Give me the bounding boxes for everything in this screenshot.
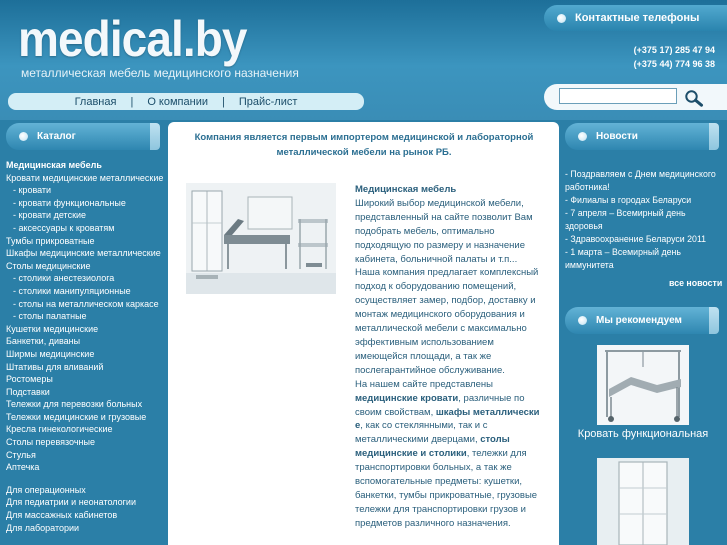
- nav-link-about[interactable]: О компании: [147, 95, 208, 108]
- article-paragraph: Наша компания предлагает комплексный подход к оборудованию помещений, осуществляет замер, подбор, доставку и монтаж медицинского оборудования и металлической мебели с максимально эффективным использованием имеющейся площади, а так же послегарантийное обслуживание.: [355, 267, 539, 376]
- bullet-icon: [19, 132, 28, 141]
- article-text: На нашем сайте представлены: [355, 378, 493, 390]
- nav-link-price-list[interactable]: Прайс-лист: [238, 95, 298, 108]
- article-text: , как со стеклянными, так и с металлическими дверцами,: [355, 420, 488, 446]
- link-beds[interactable]: медицинские кровати: [355, 392, 459, 404]
- news-header: [565, 123, 713, 150]
- catalog-subitem[interactable]: - столики манипуляционные: [13, 285, 131, 296]
- recommend-header: [565, 307, 713, 334]
- contacts-title: Контактные телефоны: [575, 12, 700, 24]
- catalog-item[interactable]: Столы перевязочные: [6, 437, 95, 448]
- catalog-item[interactable]: Стулья: [6, 449, 36, 460]
- catalog-item[interactable]: Подставки: [6, 386, 50, 397]
- nav-separator: |: [221, 95, 225, 108]
- news-item[interactable]: - 1 марта – Всемирный день иммунитета: [565, 247, 681, 270]
- main-content: [168, 122, 559, 545]
- medical-furniture-photo: [186, 183, 336, 294]
- catalog-item[interactable]: Столы медицинские: [6, 260, 91, 271]
- catalog-subitem[interactable]: - кровати детские: [13, 210, 87, 221]
- panel-edge: [709, 123, 719, 150]
- catalog-item[interactable]: Тележки для перевозки больных: [6, 399, 143, 410]
- catalog-item[interactable]: Шкафы медицинские металлические: [6, 248, 161, 259]
- article-text: , различные по своим свойствам,: [355, 392, 525, 418]
- top-navigation: [8, 93, 364, 110]
- bullet-icon: [578, 132, 587, 141]
- catalog-item[interactable]: Тумбы прикроватные: [6, 235, 95, 246]
- phone-numbers: [620, 43, 715, 71]
- all-news-link[interactable]: все новости: [669, 278, 723, 288]
- catalog-item[interactable]: Ростомеры: [6, 374, 53, 385]
- catalog-item[interactable]: Для массажных кабинетов: [6, 510, 118, 521]
- catalog-title: Каталог: [37, 131, 76, 142]
- link-cabinets[interactable]: шкафы металлически е: [355, 406, 540, 432]
- article-paragraph: [355, 378, 542, 531]
- catalog-item[interactable]: Для лаборатории: [6, 522, 80, 533]
- glass-cabinet-photo[interactable]: [597, 458, 689, 545]
- bullet-icon: [557, 14, 566, 23]
- panel-edge: [709, 307, 719, 334]
- news-item[interactable]: - Здравоохранение Беларуси 2011: [565, 234, 707, 244]
- article-text: , тележки для транспортировки больных, а так же вспомогательные предметы: кушетки, банкетки, тумбы прикроватные, грузовые тележки для транспортировки грузов и предметов различного назначения.: [355, 448, 538, 529]
- catalog-subitem[interactable]: - аксессуары к кроватям: [13, 222, 115, 233]
- search-bar: [544, 84, 727, 110]
- catalog-item[interactable]: Штативы для вливаний: [6, 361, 104, 372]
- catalog-item[interactable]: Кровати медицинские металлические: [6, 172, 164, 183]
- catalog-item[interactable]: Кресла гинекологические: [6, 424, 113, 435]
- catalog-item[interactable]: Тележки медицинские и грузовые: [6, 411, 147, 422]
- catalog-gap: [6, 474, 166, 484]
- catalog-item[interactable]: Ширмы медицинские: [6, 348, 95, 359]
- catalog-subitem[interactable]: - столики анестезиолога: [13, 273, 115, 284]
- catalog-item[interactable]: Для операционных: [6, 484, 86, 495]
- catalog-subitem[interactable]: - столы палатные: [13, 311, 87, 322]
- search-icon[interactable]: [684, 89, 704, 107]
- intro-text: Компания является первым импортером медицинской и лабораторной металлической мебели на рынок РБ.: [194, 132, 534, 158]
- link-tables[interactable]: столы медицинские и столики: [355, 434, 510, 460]
- catalog-header: [6, 123, 154, 150]
- contacts-header: [544, 5, 727, 31]
- panel-edge: [150, 123, 160, 150]
- catalog-item[interactable]: Кушетки медицинские: [6, 323, 99, 334]
- news-title: Новости: [596, 131, 638, 142]
- phone-number[interactable]: (+375 44) 774 96 38: [633, 59, 715, 69]
- site-logo[interactable]: medical.by: [18, 11, 247, 67]
- article-title: Медицинская мебель: [355, 184, 457, 195]
- catalog-subitem[interactable]: - кровати: [13, 185, 52, 196]
- recommend-caption[interactable]: Кровать функциональная: [577, 428, 709, 440]
- catalog-item[interactable]: Аптечка: [6, 462, 40, 473]
- catalog-item[interactable]: Для педиатрии и неонатологии: [6, 497, 136, 508]
- article-paragraph: Широкий выбор медицинской мебели, представленный на сайте позволит Вам подобрать мебель, оптимально подходящую по размеру и назначение кабинета, больничной палаты и т.п...: [355, 197, 533, 265]
- site-tagline: металлическая мебель медицинского назначения: [21, 66, 299, 80]
- news-item[interactable]: - Поздравляем с Днем медицинского работника!: [565, 169, 716, 192]
- catalog-subitem[interactable]: - столы на металлическом каркасе: [13, 298, 159, 309]
- catalog-subitem[interactable]: - кровати функциональные: [13, 197, 126, 208]
- bullet-icon: [578, 316, 587, 325]
- phone-number[interactable]: (+375 17) 285 47 94: [633, 45, 715, 55]
- article: [355, 183, 542, 531]
- news-item[interactable]: - Филиалы в городах Беларуси: [565, 195, 692, 205]
- functional-bed-photo[interactable]: [597, 345, 689, 425]
- nav-separator: |: [130, 95, 134, 108]
- recommend-title: Мы рекомендуем: [596, 315, 682, 326]
- catalog-list: [6, 159, 166, 534]
- nav-link-home[interactable]: Главная: [74, 95, 117, 108]
- search-input[interactable]: [559, 88, 677, 104]
- catalog-item[interactable]: Банкетки, диваны: [6, 336, 81, 347]
- site-header: [0, 0, 727, 120]
- news-list: [565, 168, 723, 272]
- catalog-item[interactable]: Медицинская мебель: [6, 160, 102, 170]
- news-item[interactable]: - 7 апреля – Всемирный день здоровья: [565, 208, 686, 231]
